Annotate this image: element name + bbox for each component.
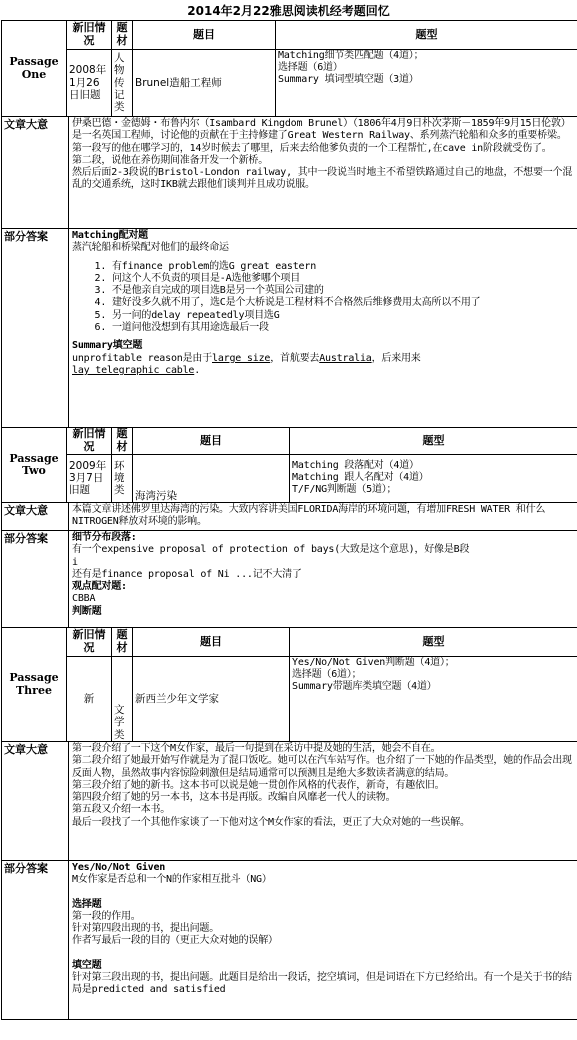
p2-answers-row xyxy=(2,531,577,628)
fill-text: ，后来用来 xyxy=(371,352,421,364)
p3-topic: 新西兰少年文学家 xyxy=(133,656,290,741)
p2-answers-label: 部分答案 xyxy=(2,531,69,627)
answer-subheading: 蒸汽轮船和桥梁配对他们的最终命运 xyxy=(72,242,229,254)
p1-answers-row xyxy=(2,229,577,428)
answer-line: 针对第三段出现的书，提出问题。此题目是给出一段话，挖空填词，但是词语在下方已经给出。有一个是关于书的结局是predicted and satisfied xyxy=(72,972,572,996)
p3-summary-label: 文章大意 xyxy=(2,742,69,860)
fill-answer: lay telegraphic cable xyxy=(72,364,195,376)
p1-qtype-header: 题型 xyxy=(276,21,577,49)
p1-material: 人物传记类 xyxy=(112,49,133,116)
answer-list xyxy=(72,261,574,335)
p1-answers xyxy=(69,229,577,427)
answer-heading: Yes/No/Not Given xyxy=(72,862,166,873)
answer-heading: 判断题 xyxy=(72,605,102,617)
fill-text: . xyxy=(194,364,201,376)
answer-line: 作者写最后一段的目的（更正大众对她的误解） xyxy=(72,935,278,947)
p1-new-old-header: 新旧情况 xyxy=(67,21,112,49)
fill-answer: Australia xyxy=(319,352,372,364)
p3-date: 新 xyxy=(67,656,112,741)
p2-material: 环境类 xyxy=(112,454,133,502)
qtype-line: 选择题（6道）； xyxy=(292,668,362,680)
fill-text: ，首航要去 xyxy=(270,352,320,364)
qtype-line: 选择题（6道） xyxy=(278,61,343,73)
answer-line: 还有是finance proposal of Ni ...记不大清了 xyxy=(72,568,302,580)
p2-summary-row xyxy=(2,503,577,531)
p1-header-row xyxy=(2,21,577,117)
summary-fill-line xyxy=(72,353,574,365)
qtype-line: Yes/No/Not Given判断题（4道）； xyxy=(292,656,455,668)
answer-heading: Summary填空题 xyxy=(72,340,143,352)
qtype-line: Summary带题库类填空题（4道） xyxy=(292,681,437,693)
p1-topic: Brunel造船工程师 xyxy=(133,49,276,116)
document-title: 2014年2月22雅思阅读机经考题回忆 xyxy=(187,4,390,18)
p2-qtype-header: 题型 xyxy=(290,428,577,454)
p1-topic-header: 题目 xyxy=(133,21,276,49)
answer-item: 2. 问这个人不负责的项目是-A选他爹哪个项目 xyxy=(112,273,574,285)
exam-table xyxy=(1,20,577,1020)
answer-item: 4. 建好没多久就不用了，选C是个大桥说是工程材料不合格然后维修费用太高所以不用了 xyxy=(112,297,574,309)
p2-header-row xyxy=(2,428,577,503)
p3-qtype-header: 题型 xyxy=(290,628,577,656)
answer-heading: 观点配对题: xyxy=(72,581,127,593)
fill-text: unprofitable reason是由于 xyxy=(72,352,212,364)
p1-qtypes xyxy=(276,49,577,116)
p3-new-old-header: 新旧情况 xyxy=(67,628,112,656)
p3-topic-header: 题目 xyxy=(133,628,290,656)
p1-summary-row xyxy=(2,117,577,229)
answer-line: 针对第四段出现的书，提出问题。 xyxy=(72,923,219,935)
summary-para: 第四段介绍了她的另一本书，这本书是再版。改编自风靡老一代人的读物。 xyxy=(72,792,396,804)
summary-para: 最后一段找了一个其他作家谈了一下他对这个M女作家的看法，更正了大众对她的一些误解。 xyxy=(72,816,470,828)
p2-summary-label: 文章大意 xyxy=(2,503,69,530)
p3-material: 文学类 xyxy=(112,656,133,741)
qtype-line: Matching 跟人名配对（4道） xyxy=(292,472,429,484)
p1-answers-label: 部分答案 xyxy=(2,229,69,427)
answer-item: 5. 另一问的delay repeatedly项目选G xyxy=(112,310,574,322)
p3-answers-label: 部分答案 xyxy=(2,861,69,1019)
p3-answers xyxy=(69,861,577,1019)
summary-para: 伊桑巴德・金德姆・布鲁内尔（Isambard Kingdom Brunel）（1806年4月9日朴次茅斯－1859年9月15日伦敦）是一名英国工程师，讨论他的贡献在于主持修建了Great Western Railway、系列蒸汽轮船和众多的重要桥梁。 xyxy=(72,118,571,142)
answer-line: CBBA xyxy=(72,593,96,605)
answer-item: 3. 不是他亲自完成的项目选B是另一个英国公司建的 xyxy=(112,285,574,297)
answer-heading: 填空题 xyxy=(72,959,102,971)
answer-line: 第一段的作用。 xyxy=(72,910,141,922)
p3-header-row xyxy=(2,628,577,742)
p2-topic-header: 题目 xyxy=(133,428,290,454)
answer-heading: 选择题 xyxy=(72,898,102,910)
p2-topic: 海湾污染 xyxy=(133,454,290,502)
p2-date: 2009年3月7日旧题 xyxy=(67,454,112,502)
p1-name: Passage One xyxy=(2,21,67,116)
p3-material-header: 题材 xyxy=(112,628,133,656)
p3-answers-row xyxy=(2,861,577,1020)
summary-fill-line xyxy=(72,365,574,377)
p1-summary-label: 文章大意 xyxy=(2,117,69,228)
p3-summary xyxy=(69,742,577,860)
summary-para: 第五段又介绍一本书。 xyxy=(72,804,170,816)
answer-item: 1. 有finance problem的选G great eastern xyxy=(112,261,574,273)
p1-material-header: 题材 xyxy=(112,21,133,49)
qtype-line: T/F/NG判断题（5道）； xyxy=(292,484,397,496)
p1-summary xyxy=(69,117,577,228)
summary-para: 第三段介绍了她的新书。这本书可以说是她一贯创作风格的代表作，新奇，有趣依旧。 xyxy=(72,779,445,791)
answer-item: 6. 一道问他没想到有其用途选最后一段 xyxy=(112,322,574,334)
answer-line: 有一个expensive proposal of protection of bays(大致是这个意思)，好像是B段 xyxy=(72,544,470,556)
summary-para: 第一段写的他在哪学习的，14岁时候去了哪里，后来去给他爹负责的一个工程帮忙,在cave in阶段就受伤了。 xyxy=(72,142,552,154)
summary-para: 第二段介绍了她最开始写作就是为了混口饭吃。她可以在汽车站写作。也介绍了一下她的作品类型，她的作品会出现反面人物，虽然故事内容惊险刺激但是结局通常可以预测且是绝大多数读者满意的结局。 xyxy=(72,755,572,779)
summary-para: 第一段介绍了一下这个M女作家，最后一句提到在采访中提及她的生活，她会不自在。 xyxy=(72,743,441,754)
p2-answers xyxy=(69,531,577,627)
p2-qtypes xyxy=(290,454,577,502)
fill-answer: large size xyxy=(212,352,271,364)
p3-name: Passage Three xyxy=(2,628,67,741)
p2-summary: 本篇文章讲述佛罗里达海湾的污染。大致内容讲美国FLORIDA海岸的环境问题，有增加FRESH WATER 和什么 NITROGEN释放对环境的影响。 xyxy=(72,504,546,528)
p1-date: 2008年1月26日旧题 xyxy=(67,49,112,116)
summary-para: 第二段，说他在养伤期间准备开发一个新桥。 xyxy=(72,154,268,166)
qtype-line: Matching细节类匹配题（4道）； xyxy=(278,49,424,61)
answer-line: M女作家是否总和一个N的作家相互批斗（NG） xyxy=(72,874,272,886)
p2-name: Passage Two xyxy=(2,428,67,502)
p2-material-header: 题材 xyxy=(112,428,133,454)
summary-para: 然后后面2-3段说的Bristol-London railway, 其中一段说当时地主不希望铁路通过自己的地盘，不想要一个混乱的交通系统，这时IKB就去跟他们谈判并且成功说服。 xyxy=(72,167,573,191)
qtype-line: Summary 填词型填空题（3道） xyxy=(278,74,419,86)
qtype-line: Matching 段落配对（4道） xyxy=(292,459,419,471)
answer-heading: 细节分布段落: xyxy=(72,532,137,543)
p3-summary-row xyxy=(2,742,577,861)
p2-new-old-header: 新旧情况 xyxy=(67,428,112,454)
answer-heading: Matching配对题 xyxy=(72,230,148,241)
answer-line: i xyxy=(72,556,78,568)
p3-qtypes xyxy=(290,656,577,741)
